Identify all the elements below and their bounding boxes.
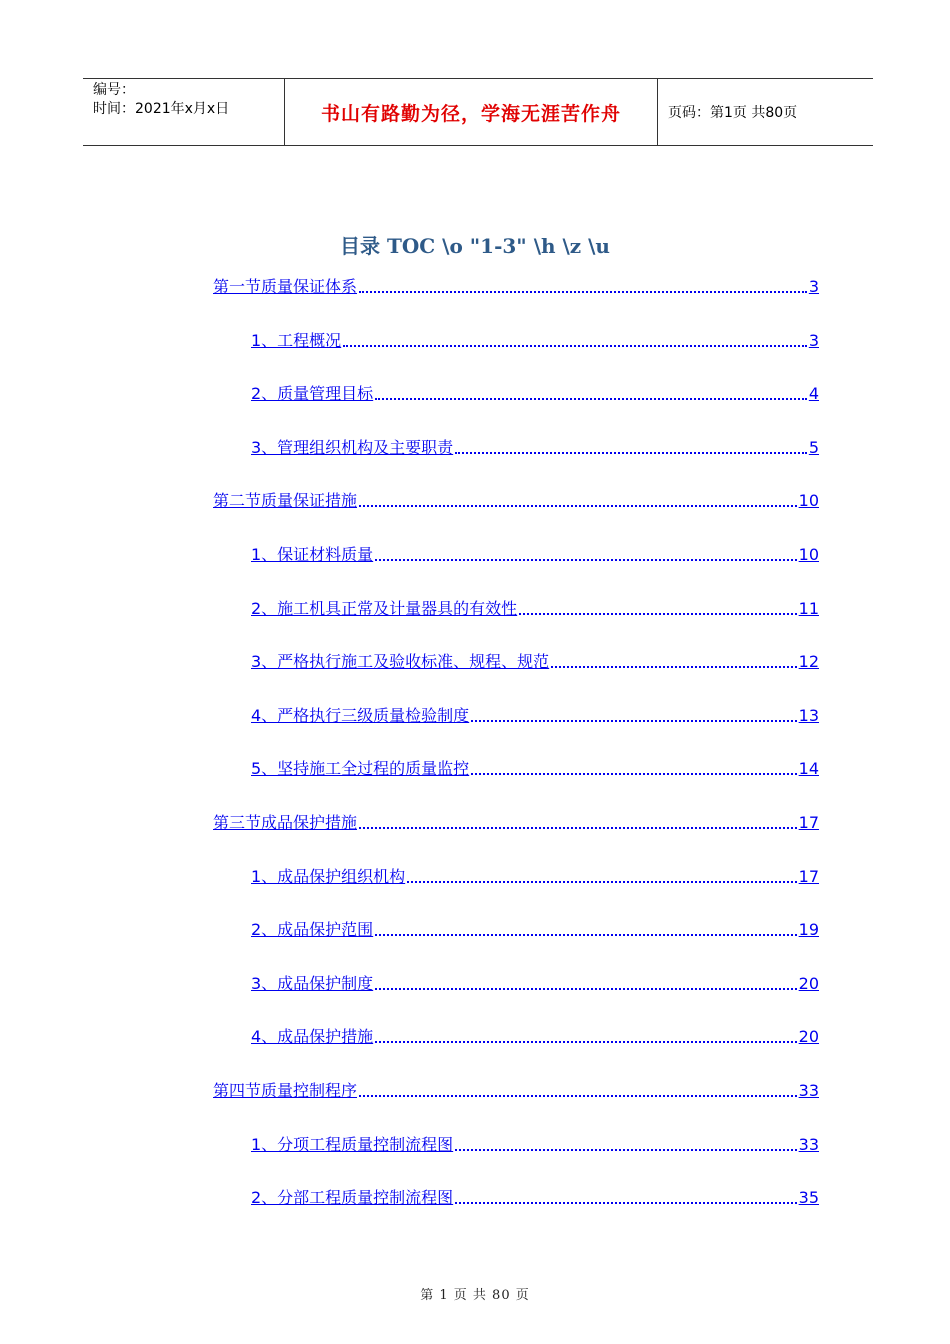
toc-entry-title: 第三节成品保护措施 [213,813,358,832]
toc-entry-title: 1、工程概况 [251,331,342,350]
toc-leader-dots [471,773,796,775]
header-info-cell [83,79,284,145]
toc-entry-title: 2、分部工程质量控制流程图 [251,1188,454,1207]
toc-entry-title: 第二节质量保证措施 [213,491,358,510]
toc-entry-page: 12 [798,652,819,671]
toc-entry[interactable] [251,1027,819,1047]
toc-entry-title: 2、质量管理目标 [251,384,374,403]
toc-entry-title: 2、成品保护范围 [251,920,374,939]
toc-entry[interactable] [251,438,819,458]
toc-leader-dots [375,559,796,561]
toc-entry-title: 5、坚持施工全过程的质量监控 [251,759,470,778]
toc-entry[interactable] [251,920,819,940]
toc-entry[interactable] [251,384,819,404]
toc-leader-dots [455,1202,796,1204]
toc-entry[interactable] [251,759,819,779]
toc-entry-page: 4 [808,384,819,403]
toc-entry-page: 33 [798,1135,819,1154]
toc-entry[interactable] [251,706,819,726]
toc-leader-dots [551,666,796,668]
toc-entry-page: 10 [798,491,819,510]
toc-leader-dots [359,505,797,507]
toc-entry-title: 1、保证材料质量 [251,545,374,564]
toc-entry-title: 1、分项工程质量控制流程图 [251,1135,454,1154]
toc-entry[interactable] [251,867,819,887]
toc-title: 目录 TOC \o "1-3" \h \z \u [340,234,610,258]
toc-entry[interactable] [213,277,819,297]
toc-entry-page: 35 [798,1188,819,1207]
toc-entry-title: 4、成品保护措施 [251,1027,374,1046]
toc-leader-dots [471,720,796,722]
toc-entry[interactable] [251,1135,819,1155]
toc-entry-page: 3 [808,331,819,350]
toc-entry-title: 4、严格执行三级质量检验制度 [251,706,470,725]
header-page-label: 页码：第1页 共80页 [668,105,798,121]
toc-entry-title: 3、严格执行施工及验收标准、规程、规范 [251,652,550,671]
toc-leader-dots [375,934,796,936]
toc-leader-dots [343,345,807,347]
toc-entry-page: 10 [798,545,819,564]
toc-entry-page: 20 [798,974,819,993]
toc-leader-dots [375,1041,796,1043]
toc-leader-dots [359,827,797,829]
toc-leader-dots [455,1149,796,1151]
toc-entry-page: 20 [798,1027,819,1046]
toc-entry-page: 11 [798,599,819,618]
toc-entry-title: 3、成品保护制度 [251,974,374,993]
toc-leader-dots [455,452,807,454]
toc-entry-page: 14 [798,759,819,778]
toc-entry-page: 5 [808,438,819,457]
toc-entry[interactable] [213,813,819,833]
toc-entry[interactable] [251,545,819,565]
toc-entry-page: 13 [798,706,819,725]
toc-entry[interactable] [251,599,819,619]
toc-entry-page: 17 [798,813,819,832]
document-header [83,78,873,146]
toc-entry[interactable] [251,1188,819,1208]
toc-entry-title: 1、成品保护组织机构 [251,867,406,886]
toc-leader-dots [407,881,796,883]
toc-entry[interactable] [251,652,819,672]
toc-leader-dots [375,398,807,400]
toc-entry-page: 17 [798,867,819,886]
page-footer: 第 1 页 共 80 页 [420,1288,530,1303]
toc-entry[interactable] [213,1081,819,1101]
toc-leader-dots [359,1095,797,1097]
toc-entry-title: 第一节质量保证体系 [213,277,358,296]
toc-entry-title: 3、管理组织机构及主要职责 [251,438,454,457]
document-number-label: 编号： [93,82,135,98]
toc-leader-dots [359,291,807,293]
toc-entry-title: 2、施工机具正常及计量器具的有效性 [251,599,518,618]
document-date-label: 时间：2021年x月x日 [93,101,230,117]
toc-entry-page: 33 [798,1081,819,1100]
toc-entry[interactable] [251,331,819,351]
toc-leader-dots [519,613,796,615]
toc-entry[interactable] [251,974,819,994]
toc-entry-page: 3 [808,277,819,296]
toc-entry-page: 19 [798,920,819,939]
header-motto: 书山有路勤为径，学海无涯苦作舟 [284,79,658,145]
toc-entry-title: 第四节质量控制程序 [213,1081,358,1100]
toc-leader-dots [375,988,796,990]
toc-entry[interactable] [213,491,819,511]
